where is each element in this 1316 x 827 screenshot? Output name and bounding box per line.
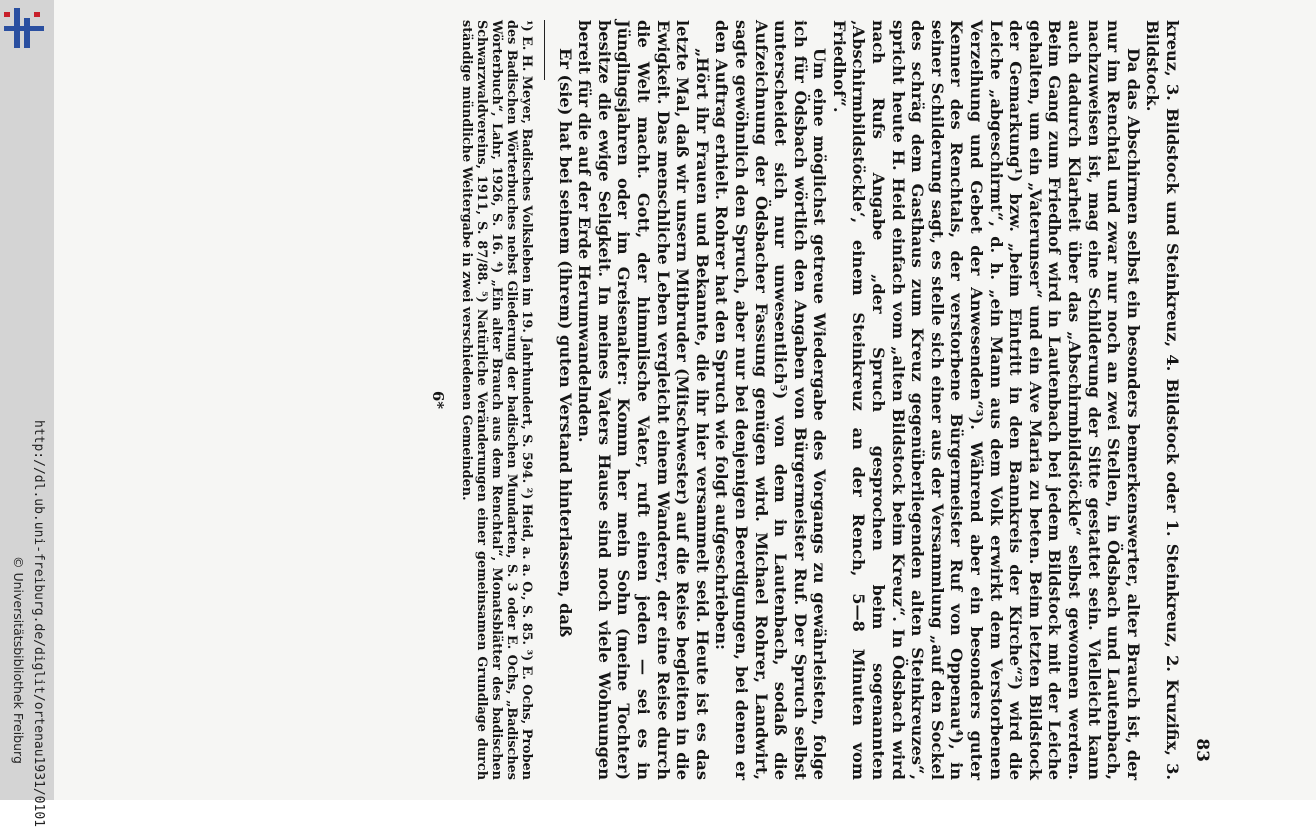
paragraph: Um eine möglichst getreue Wiedergabe des Vorgangs zu gewährleisten, folge ich für Ödsbach wörtlich den Angaben von Bürgermeister Ruf. Der Spruch selbst unterscheidet sich nur unwesentlich⁵) von dem in Lautenbach, sodaß die Aufzeichnung der Ödsbacher Fassung genügen wird. Michael Rohrer, Landwirt, sagte gewöhnlich den Spruch, aber nur bei denjenigen Beerdigungen, bei denen er den Auftrag erhielt. Rohrer hat den Spruch wie folgt aufgeschrieben: <box>712 20 830 780</box>
footnote-divider <box>544 20 545 80</box>
signature-mark: 6* <box>429 390 447 410</box>
footnote-text: ¹) E. H. Meyer, Badisches Volksleben im 19. Jahrhundert, S. 594. ²) Heid, a. a. O., S. 85. ³) E. Ochs, Proben des Badischen Wörterbuches nebst Gliederung der badischen Mundarten, S. 3 oder E. Ochs, „Badisches Wörterbuch“, Lahr, 1926, S. 16. ⁴) „Ein alter Brauch aus dem Renchtal“, Monatsblätter des badischen Schwarzwaldvereins, 1911, S. 87/88. ⁵) Natürliche Veränderungen einer gemeinsamen Grundlage durch ständige mündliche Weitergabe in zwei verschiedenen Gemeinden. <box>459 20 534 780</box>
paragraph: Er (sie) hat bei seinem (ihrem) guten Verstand hinterlassen, daß <box>555 48 575 638</box>
rotated-text-frame <box>114 20 1214 780</box>
viewer-sidebar <box>0 0 54 827</box>
paragraph: Da das Abschirmen selbst ein besonders bemerkenswerter, alter Brauch ist, der nur im Renchtal und zwar nur noch an zwei Stellen, in Ödsbach und Lautenbach, nachzuweisen ist, mag eine Schilderung der Sitte gestattet sein. Vielleicht kann auch dadurch Klarheit über das „Abschirmbildstöckle“ selbst gewonnen werden. Beim Gang zum Friedhof wird in Lautenbach bei jedem Bildstock mit der Leiche gehalten, um ein „Vaterunser“ und ein Ave Maria zu beten. Beim letzten Bildstock der Gemarkung¹) bzw. „beim Eintritt in den Bannkreis der Kirche“²) wird die Leiche „abgeschirmt“, d. h. „ein Mann aus dem Volk erwirkt dem Verstorbenen Verzeihung und Gebet der Anwesenden“³). Während aber ein besonders guter Kenner des Renchtals, der verstorbene Bürgermeister Ruf von Oppenau⁴), in seiner Schilderung sagt, es stelle sich einer aus der Versammlung „auf den Sockel des schräg dem Gasthaus zum Kreuz gegenüberliegenden alten Steinkreuzes“, spricht heute H. Heid einfach vom „alten Bildstock beim Kreuz“. In Ödsbach wird nach Rufs Angabe „der Spruch gesprochen beim sogenannten ‚Abschirmbildstöckle‘, einem Steinkreuz an der Rench, 5—8 Minuten vom Friedhof“. <box>829 20 1143 780</box>
body-text <box>555 20 1182 780</box>
paragraph: kreuz, 3. Bildstock und Steinkreuz, 4. Bildstock oder 1. Steinkreuz, 2. Kruzifix, 3. Bildstock. <box>1143 20 1182 780</box>
quoted-paragraph: „Hört ihr Frauen und Bekannte, die ihr hier versammelt seid. Heute ist es das letzte Mal, daß wir unsern Mitbruder (Mitschwester) auf die Reise begleiten in die Ewigkeit. Das menschliche Leben vergleicht einem Wanderer, der eine Reise durch die Welt macht. Gott, der himmlische Vater, ruft einen jeden — sei es in Jünglingsjahren oder im Greisenalter: Komm her mein Sohn (meine Tochter) besitze die ewige Seligkeit. In meines Vaters Hause sind noch viele Wohnungen bereit für die auf der Erde Herumwandelnden. <box>575 20 712 780</box>
copyright-notice: © Universitätsbibliothek Freiburg <box>11 556 26 764</box>
scanned-page <box>54 0 1316 800</box>
source-url[interactable]: http://dl.ub.uni-freiburg.de/diglit/ortenau1931/0101 <box>31 420 46 827</box>
page-number: 83 <box>1192 738 1212 762</box>
footnotes <box>459 20 534 780</box>
page-header <box>1182 20 1214 780</box>
